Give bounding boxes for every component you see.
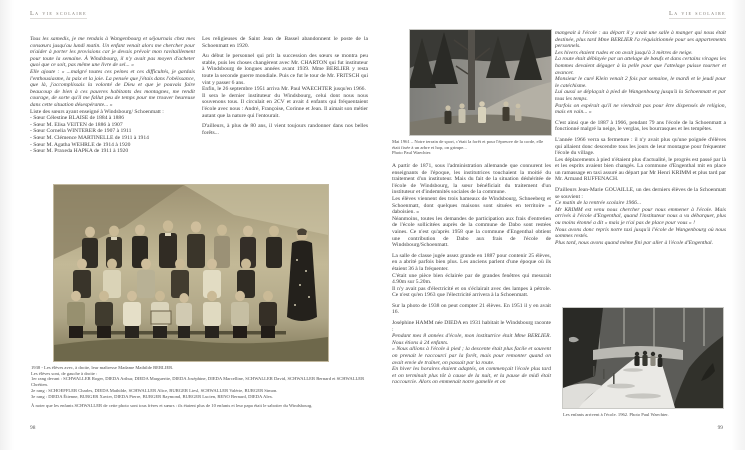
testimony-paragraph: Ce matin de la rentrée scolaire 1966... (555, 200, 642, 207)
testimony-paragraph: Monsieur le curé Klein venait 2 fois par semaine, le mardi et le jeudi pour le catéchisme. (555, 76, 726, 89)
body-paragraph: Les religieuses de Saint Jean de Bassel abandonnent le poste de la Schoenmatt en 1920. (202, 36, 368, 49)
snow-photo-caption (563, 412, 723, 418)
testimony-paragraph: Mr KRIMM est venu nous chercher pour nous emmener à l'école. Mais arrivés à l'école d'Engenthal, quand l'instituteur nous a vu débarquer, plus ou moins étonné a dit « mais je n'ai pas de place pour vous » ! (555, 206, 726, 227)
memoir-quote-paragraph: Elle ajoute : « ...malgré toutes ces peines et ces difficultés, je gardais l'enthousiasme, la paix et la joie. La pensée que j'étais dans l'obéissance, que là, j'accomplissais la volonté de Dieu et que je pouvais faire beaucoup de bien à ces pauvres habitants des montagnes, me rendit courage, de sorte qu'il me fallut peu de temps pour me trouver heureuse dans cette situation désespérante... » (30, 68, 195, 108)
nuns-list-item: - Sœur M. Clémence MARTINELLE de 1911 à 1914 (30, 134, 149, 141)
class-photo-caption (31, 365, 369, 409)
nuns-list-title: Liste des sœurs ayant enseigné à Windsbourg/ Schoenmatt : (30, 108, 164, 115)
caption-line: 3e rang : DIEDA Étienne, BURGER Xavier, DIEDA Pierre, BURGER Raymond, BURGER Lucien, RENO Bernard, DIEDA Alex. (31, 393, 274, 399)
nuns-list-item: - Sœur M. Elisa VEITEN de 1886 à 1907 (30, 121, 123, 128)
caption-credit: Photo Paul Waechter. (392, 150, 432, 156)
right-page-column-1 (392, 163, 551, 386)
body-paragraph: Il n'y avait pas d'électricité et on s'éclairait avec des lampes à pétrole. Ce n'est qu'en 1963 que l'électricité arrivera à la Schoenmatt. (392, 285, 551, 299)
caption-line: 2e rang : SCHOEFFLER Charles, DIEDA Mathilde, SCHWALLER Alice, BURGER Liesl, SCHWALLER Valérie, BURGER Simon. (31, 387, 278, 393)
forest-sport-photo-1961 (410, 30, 551, 135)
testimony-paragraph: Nous avons donc repris notre taxi jusqu'à l'école de Wangenbourg où nous sommes restés. (555, 226, 726, 240)
body-paragraph: Au début le personnel qui prit la succession des sœurs se montra peu stable, puis les choses changèrent avec Mr. CHARTON qui fut instituteur à Windsbourg de longues années avant 1939. Mme BERLIER y resta toute la seconde guerre mondiale. Puis ce fut le tour de Mr. FRITSCH qui vint y passer 6 ans. (202, 53, 368, 86)
forest-photo-caption (392, 139, 551, 156)
body-paragraph: La salle de classe jugée assez grande en 1887 pour contenir 25 élèves, en a abrité parfois bien plus. Les anciens parlent d'une époque où ils étaient 36 à la fréquenter. (392, 252, 551, 272)
class-photo-1938-illustration (54, 185, 328, 361)
caption-line: Les élèves sont, de gauche à droite : (31, 370, 98, 376)
nuns-list-item: - Sœur M. Praxeda HAPKA de 1911 à 1920 (30, 148, 129, 155)
body-paragraph: C'est ainsi que de 1887 à 1966, pendant 79 ans l'école de la Schoenmatt a fonctionné malgré la neige, le verglas, les bourrasques et les tempêtes. (555, 119, 726, 133)
page-number-right: 99 (717, 425, 723, 431)
testimony-paragraph: Pendant mes 8 années d'école, mon institutrice était Mme BERLIER. Nous étions à 24 enfants. (392, 333, 551, 346)
body-paragraph: Néanmoins, toutes les demandes de participation aux frais d'entretien de l'école sollicitées auprès de la commune de Dabo sont restées vaines. Ce n'est qu'après 1958 que la commune d'Engenthal obtient une contribution de Dabo aux frais de l'école de Windsbourg/Schoenmatt. (392, 215, 551, 249)
left-page-column-2 (202, 36, 368, 140)
caption-line: Les enfants arrivent à l'école. 1962. Photo Paul Waechter. (563, 412, 669, 417)
right-page-column-2 (555, 30, 726, 246)
testimony-paragraph: « Nous allions à l'école à pied ; la descente était plus facile et souvent on prenait le raccourci par la forêt, mais pour remonter quand on avait envie de traîner, on passait par la route. (392, 346, 551, 366)
testimony-paragraph: Lui aussi se déplaçait à pied de Wangenbourg jusqu'à la Schoenmatt et par tous les temps. (555, 89, 726, 102)
body-paragraph: Sur la photo de 1938 on peut compter 21 élèves. En 1951 il y en avait 16. (392, 302, 551, 316)
body-paragraph: Il sera le dernier instituteur du Windsbourg, celui dont nous nous souvenons tous. Il circulait en 2CV et avait 4 enfants qui fréquentaient l'école avec nous : André, Françoise, Corinne et Jean. Il aimait son métier autant que la nature qui l'entourait. (202, 92, 368, 119)
running-head-right: La vie scolaire (669, 10, 726, 17)
body-paragraph: Les élèves viennent des trois hameaux de Windsbourg, Schneeberg et Schoenmatt, dont quelques maisons sont situées en territoire « daboisien. » (392, 195, 551, 216)
body-paragraph: Les déplacements à pied n'étaient plus d'actualité, le progrès est passé par là et les esprits avaient bien changés. La commune d'Engenthal mit en place un ramassage en taxi assuré au départ par Mr Henri KRIMM et plus tard par Mr. Armand RUFFENACH. (555, 156, 726, 183)
testimony-paragraph: Les hivers étaient rudes et on avait jusqu'à 3 mètres de neige. (555, 49, 693, 56)
body-paragraph: Enfin, le 26 septembre 1951 arriva Mr. Paul WAECHTER jusqu'en 1966. (202, 86, 366, 93)
nuns-list-item: - Sœur Célestine BLAISE de 1884 à 1886 (30, 115, 124, 122)
page-edge-shadow-right (731, 0, 745, 450)
nuns-list-item: - Sœur M. Agatha WEHRLE de 1914 à 1920 (30, 141, 131, 148)
caption-line: Mai 1961 – Notre terrain de sport, c'était la forêt et pour l'épreuve de la corde, elle était fixée à un arbre et hop, on grimpe... (392, 139, 544, 150)
caption-line: 1938 - Les élèves avec, à droite, leur maîtresse Madame Mathilde BERLIER. (31, 365, 174, 370)
running-head-left: La vie scolaire (30, 10, 87, 17)
memoir-quote-paragraph: Tous les samedis, je me rendais à Wangenbourg et séjournais chez mes consœurs jusqu'au lundi matin. Un enfant venait alors me chercher pour m'aider à porter les provisions car je devais prévoir mon ravitaillement pour toute la semaine. À Windsbourg, il n'y avait pas moyen d'acheter quoi que ce soit, pas même une livre de sel... » (30, 36, 195, 69)
nuns-list-item: - Sœur Cornelia WINTERER de 1907 à 1911 (30, 128, 132, 135)
body-paragraph: D'ailleurs, à plus de 80 ans, il vient toujours randonner dans nos belles forêts... (202, 123, 368, 136)
page-edge-shadow-left (0, 0, 14, 450)
caption-line: 1er rang devant : SCHWALLER Roger, DIEDA Arthur, DIEDA Marguerite, DIEDA Joséphine, DIEDA Marcelline, SCHWALLER David, SCHWALLER Bernard et SCHWALLER Chrétien. (31, 376, 365, 388)
class-photo-1938 (54, 185, 328, 361)
testimony-paragraph: La route était déblayée par un attelage de bœufs et dans certains virages les hommes devaient dégager à la pelle pour que l'attelage puisse tourner et avancer. (555, 56, 726, 76)
testimony-paragraph: En hiver les horaires étaient adaptés, on commençait l'école plus tard et on terminait plus tôt à cause de la nuit, et la pause de midi était raccourcie. Alors on emmenait notre gamelle et on (392, 366, 551, 386)
body-paragraph: D'ailleurs Jean-Marie GOUAILLE, un des derniers élèves de la Schoenmatt se souvient : (555, 187, 726, 200)
caption-note: À noter que les enfants SCHWALLER de cette photo sont tous frères et sœurs : ils étaient plus de 10 enfants et leur papa était le sabotier du Windsbourg. (31, 403, 313, 409)
forest-sport-photo-illustration (410, 30, 551, 135)
testimony-paragraph: mangeait à l'école : au départ il y avait une salle à manger qui nous était destinée, plus tard Mme BERLIER l'a réquisitionnée pour ses appartements personnels. (555, 30, 726, 50)
nuns-list (30, 115, 195, 155)
left-page-column-1 (30, 36, 195, 155)
snow-road-photo-1962 (563, 308, 723, 408)
body-paragraph: C'était une pièce bien éclairée par de grandes fenêtres qui mesurait 4.90m sur 5.20m. (392, 272, 551, 286)
body-paragraph: A partir de 1871, sous l'administration allemande que connurent les enseignants de l'époque, les institutrices touchaient la moitié du traitement d'un instituteur. Mais du fait de la situation déshéritée de l'école de Windsbourg, la sœur bénéficiait du traitement d'un instituteur et d'indemnités sociales de la commune. (392, 163, 551, 196)
body-paragraph: L'année 1966 verra sa fermeture : il n'y avait plus qu'une poignée d'élèves qui allaient donc descendre tous les jours de leur montagne pour fréquenter l'école du village. (555, 136, 726, 157)
body-paragraph: Joséphine HAMM née DIEDA en 1931 habitait le Windsbourg raconte : (392, 320, 551, 333)
snow-road-photo-illustration (563, 308, 723, 408)
page-number-left: 98 (30, 425, 36, 431)
testimony-paragraph: Parfois on espérait qu'il ne viendrait pas pour être dispensés de religion, mais en vain... » (555, 102, 726, 116)
testimony-paragraph: Plus tard, nous avons quand même fini par aller à l'école d'Engenthal. (555, 239, 714, 246)
